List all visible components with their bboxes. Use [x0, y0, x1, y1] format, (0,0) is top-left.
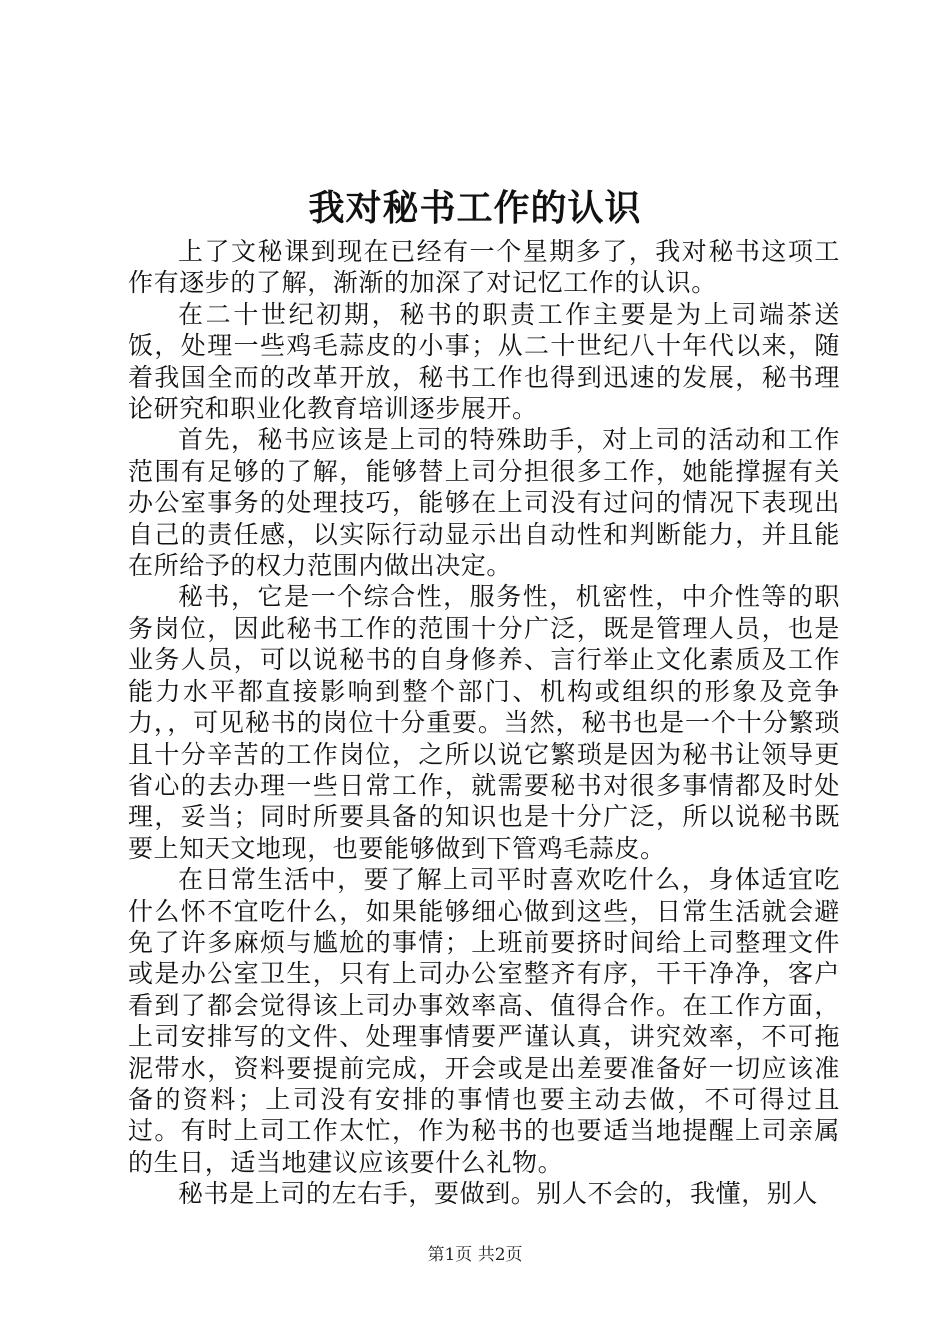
- paragraph-daily-work: 在日常生活中，要了解上司平时喜欢吃什么，身体适宜吃什么怀不宜吃什么，如果能够细心做到这些，日常生活就会避免了许多麻烦与尴尬的事情；上班前要挤时间给上司整理文件或是办公室卫生，只有上司办公室整齐有序，干干净净，客户看到了都会觉得该上司办事效率高、值得合作。在工作方面，上司安排写的文件、处理事情要严谨认真，讲究效率，不可拖泥带水，资料要提前完成，开会或是出差要准备好一切应该准备的资料；上司没有安排的事情也要主动去做，不可得过且过。有时上司工作太忙，作为秘书的也要适当地提醒上司亲属的生日，适当地建议应该要什么礼物。: [128, 865, 840, 1177]
- page-number-footer: 第1页 共2页: [427, 1245, 523, 1265]
- paragraph-intro: 上了文秘课到现在已经有一个星期多了，我对秘书这项工作有逐步的了解，渐渐的加深了对记忆工作的认识。: [128, 237, 840, 298]
- document-body: [128, 236, 840, 1210]
- document-title: 我对秘书工作的认识: [308, 187, 642, 229]
- paragraph-right-hand: 秘书是上司的左右手，要做到。别人不会的，我懂，别人: [178, 1179, 819, 1209]
- paragraph-assistant-role: 首先，秘书应该是上司的特殊助手，对上司的活动和工作范围有足够的了解，能够替上司分担很多工作，她能撑握有关办公室事务的处理技巧，能够在上司没有过问的情况下表现出自己的责任感，以实际行动显示出自动性和判断能力，并且能在所给予的权力范围内做出决定。: [128, 425, 840, 581]
- paragraph-job-nature: 秘书，它是一个综合性，服务性，机密性，中介性等的职务岗位，因此秘书工作的范围十分广泛，既是管理人员，也是业务人员，可以说秘书的自身修养、言行举止文化素质及工作能力水平都直接影响到整个部门、机构或组织的形象及竞争力，，可见秘书的岗位十分重要。当然，秘书也是一个十分繁琐且十分辛苦的工作岗位，之所以说它繁琐是因为秘书让领导更省心的去办理一些日常工作，就需要秘书对很多事情都及时处理，妥当；同时所要具备的知识也是十分广泛，所以说秘书既要上知天文地现，也要能够做到下管鸡毛蒜皮。: [128, 582, 840, 863]
- paragraph-history: 在二十世纪初期，秘书的职责工作主要是为上司端茶送饭，处理一些鸡毛蒜皮的小事；从二十世纪八十年代以来，随着我国全而的改革开放，秘书工作也得到迅速的发展，秘书理论研究和职业化教育培训逐步展开。: [128, 299, 840, 424]
